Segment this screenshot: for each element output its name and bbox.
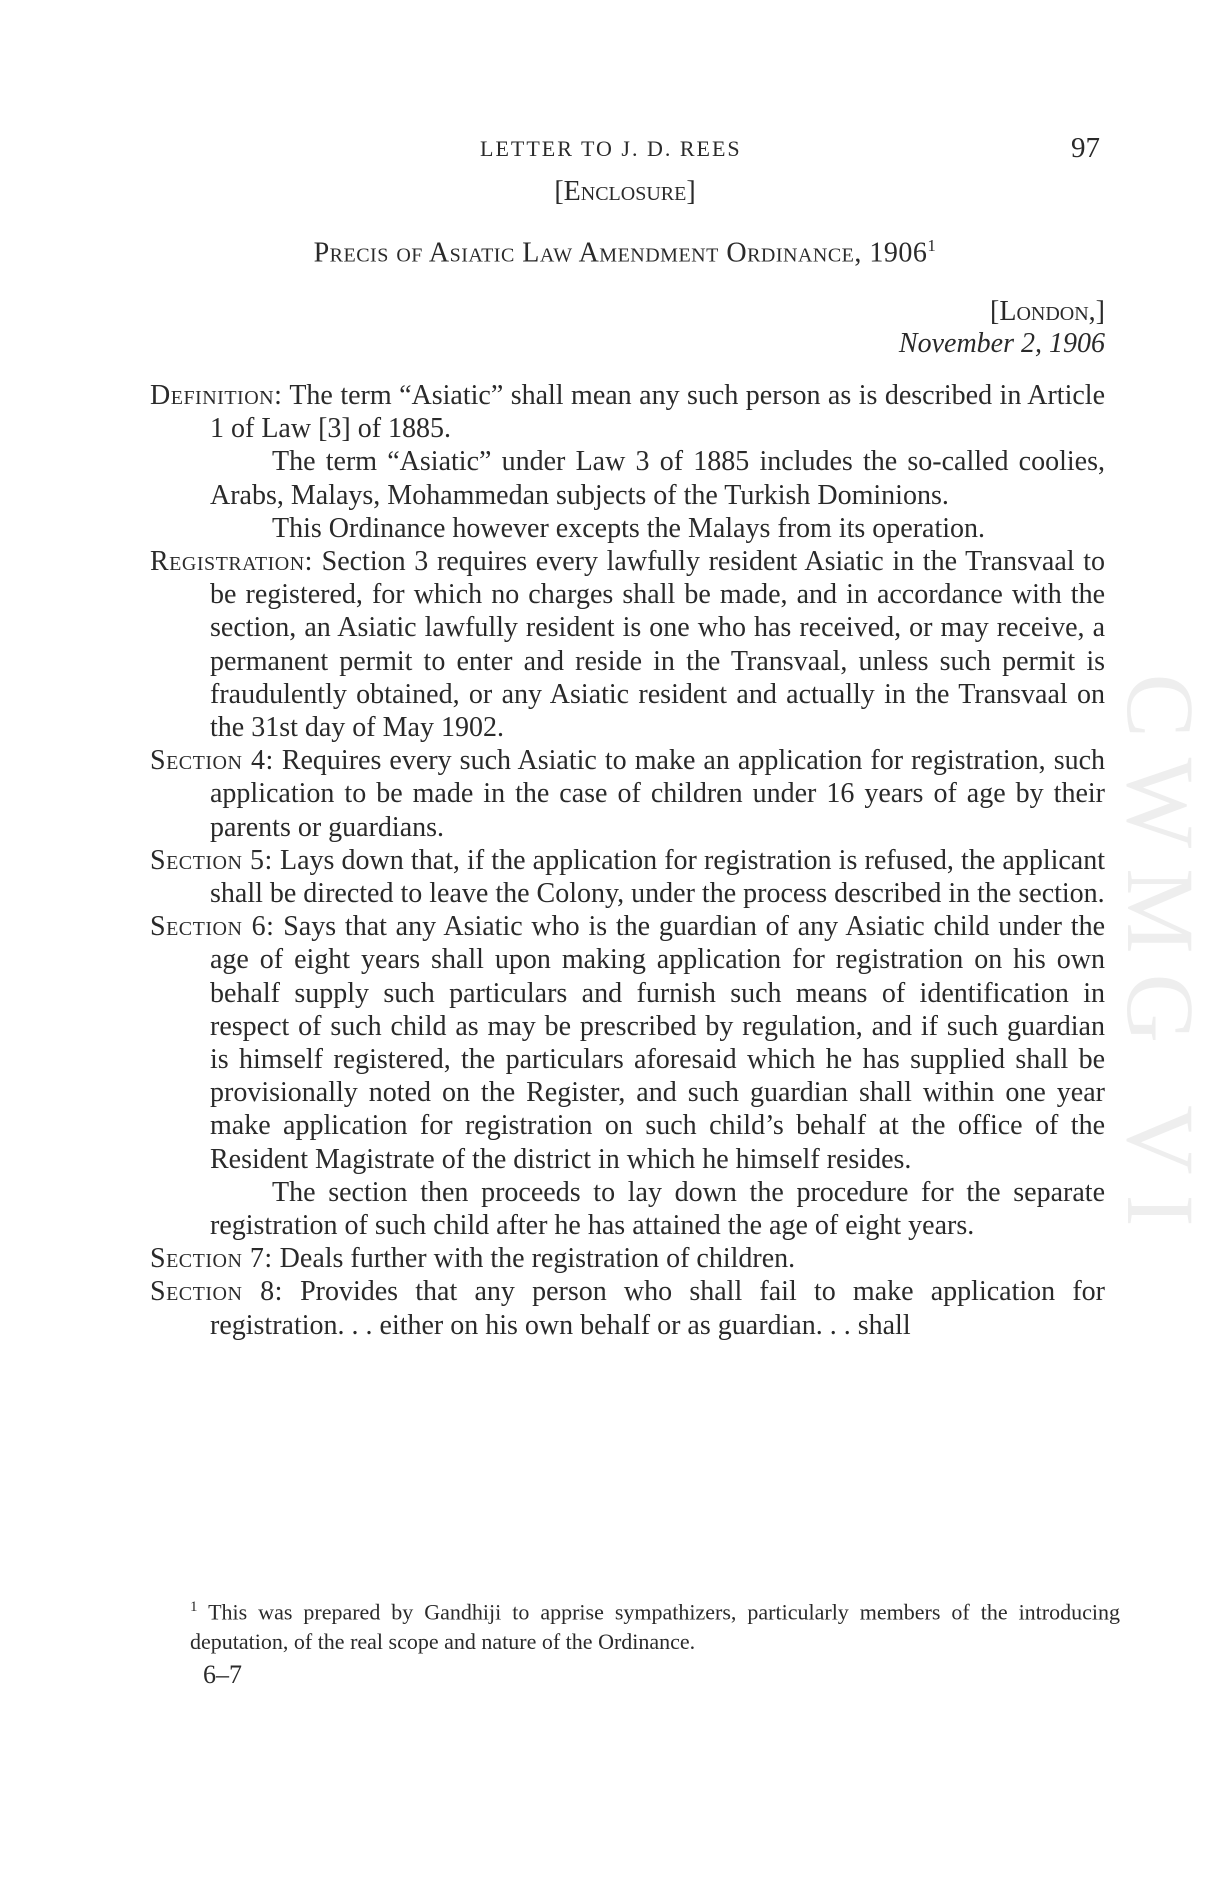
printer-signature: 6–7: [203, 1660, 242, 1689]
footnote-text: This was prepared by Gandhiji to apprise sympathizers, particularly members of the introducing deputation, of the real scope and nature of the Ordinance.: [190, 1599, 1120, 1655]
entry-text: Lays down that, if the application for registration is refused, the applicant shall be directed to leave the Colony, under the process described in the section.: [210, 844, 1106, 910]
entry-label: Definition:: [150, 380, 283, 411]
running-title: LETTER TO J. D. REES: [480, 136, 742, 161]
page-number: 97: [1071, 132, 1100, 164]
entry-text: Deals further with the registration of children.: [279, 1243, 796, 1275]
entry-label: Section 5:: [150, 844, 273, 876]
paragraph-text: The section then proceeds to lay down the procedure for the separate registration of such child after he has attained the age of eight years.: [210, 1176, 1105, 1242]
entry-label: Registration:: [150, 546, 313, 578]
watermark: [1106, 580, 1214, 1340]
section-6-entry: [150, 910, 1105, 1176]
section-7-entry: [150, 1242, 1105, 1275]
title-footnote-marker: 1: [927, 236, 937, 255]
entry-label: Section 6:: [150, 911, 275, 943]
entry-label: Section 8:: [150, 1276, 283, 1308]
watermark-text: CWMG VI: [1106, 673, 1214, 1247]
enclosure-heading: [Enclosure]: [554, 176, 696, 207]
document-title: [150, 236, 1100, 269]
registration-entry: [150, 545, 1105, 744]
entry-text: Provides that any person who shall fail to make application for registration. . . either on his own behalf or as guardian. . . shall: [210, 1276, 1105, 1341]
section-8-entry: [150, 1275, 1105, 1341]
document-body: [150, 379, 1105, 1342]
footnote: [190, 1592, 1120, 1657]
entry-text: Says that any Asiatic who is the guardian of any Asiatic child under the age of eight years shall upon making application for registration on his own behalf supply such particulars and furnish such means of identification in respect of such child as may be prescribed by regulation, and if such guardian is himself registered, the particulars aforesaid which he has supplied shall be provisionally noted on the Register, and such guardian shall within one year make application for registration on such child’s behalf at the office of the Resident Magistrate of the district in which he himself resides.: [210, 911, 1105, 1175]
paragraph-text: The term “Asiatic” under Law 3 of 1885 includes the so-called coolies, Arabs, Malays, Mohammedan subjects of the Turkish Dominions.: [210, 446, 1105, 511]
definition-entry: [150, 379, 1105, 445]
entry-text: The term “Asiatic” shall mean any such person as is described in Article 1 of Law [3] of 1885.: [210, 380, 1105, 445]
definition-subparagraph: [150, 445, 1105, 511]
paragraph-text: This Ordinance however excepts the Malays from its operation.: [272, 512, 986, 544]
entry-label: Section 4:: [150, 745, 274, 777]
definition-subparagraph: [150, 512, 1105, 545]
document-title-text: Precis of Asiatic Law Amendment Ordinance, 1906: [313, 237, 928, 269]
place-line: [London,]: [990, 296, 1105, 327]
footnote-marker: 1: [190, 1599, 198, 1615]
section-4-entry: [150, 744, 1105, 844]
entry-label: Section 7:: [150, 1243, 273, 1275]
entry-text: Section 3 requires every lawfully resident Asiatic in the Transvaal to be registered, for which no charges shall be made, and in accordance with the section, an Asiatic lawfully resident is one who has received, or may receive, a permanent permit to enter and reside in the Transvaal, unless such permit is fraudulently obtained, or any Asiatic resident and actually in the Transvaal on the 31st day of May 1902.: [210, 546, 1106, 744]
running-head: [150, 132, 1100, 172]
section-6-subparagraph: [150, 1176, 1105, 1242]
entry-text: Requires every such Asiatic to make an application for registration, such application to be made in the case of children under 16 years of age by their parents or guardians.: [210, 745, 1106, 843]
section-5-entry: [150, 844, 1105, 910]
date-line: November 2, 1906: [898, 328, 1105, 359]
